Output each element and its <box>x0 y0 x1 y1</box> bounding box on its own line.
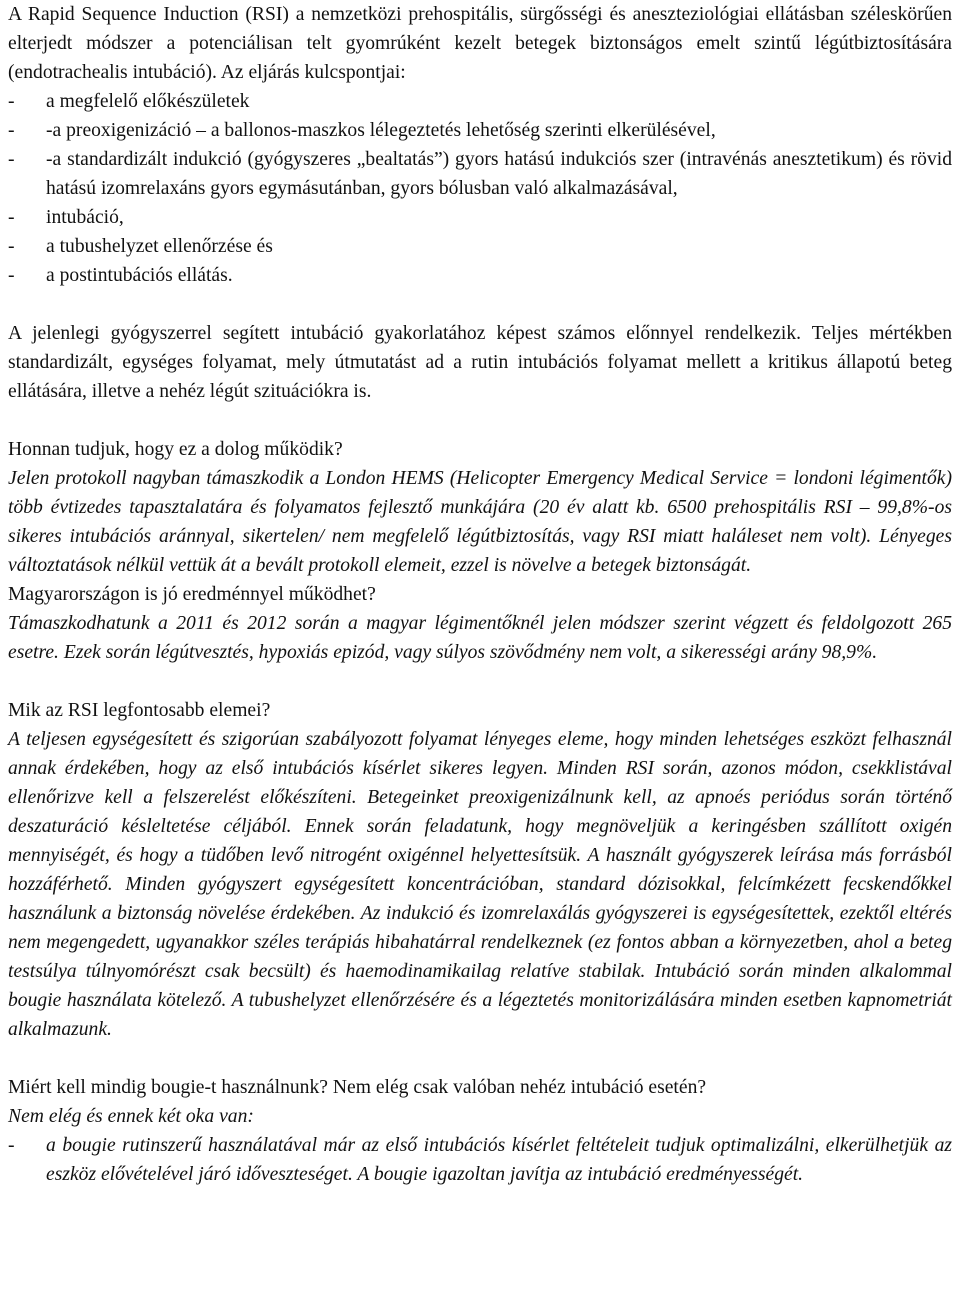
question-how: Honnan tudjuk, hogy ez a dolog működik? <box>8 439 343 460</box>
key-points-list <box>8 87 952 290</box>
bougie-reasons-list <box>8 1131 952 1189</box>
list-item: - intubáció, <box>8 207 124 228</box>
list-item: - -a preoxigenizáció – a ballonos-maszkos lélegeztetés lehetőség szerinti elkerülésével, <box>8 120 716 141</box>
list-item: - a megfelelő előkészületek <box>8 91 250 112</box>
answer-hungary: Támaszkodhatunk a 2011 és 2012 során a magyar légimentőknél jelen módszer szerint végzett és feldolgozott 265 esetre. Ezek során légútvesztés, hypoxiás epizód, vagy súlyos szövődmény nem volt, a sikerességi arány 98,9%. <box>8 613 952 663</box>
answer-elements: A teljesen egységesített és szigorúan szabályozott folyamat lényeges eleme, hogy minden lehetséges eszközt felhasznál annak érdekében, hogy az első intubációs kísérlet sikeres legyen. Minden RSI során, azonos módon, csekklistával ellenőrizve kell a felszerelést előkészíteni. Betegeinket preoxigenizálnunk kell, az apnoés periódus során történő deszaturáció késleltetése céljából. Ennek során feladatunk, hogy megnöveljük a keringésben szállított oxigén mennyiségét, és hogy a tüdőben levő nitrogént oxigénnel helyettesítsük. A használt gyógyszerek leírása más forrásból hozzáférhető. Minden gyógyszert egységesített koncentrációban, standard dózisokkal, felcímkézett fecskendőkkel használunk a biztonság növelése érdekében. Az indukció és izomrelaxálás gyógyszerei is egységesítettek, ezektől eltérés nem megengedett, ugyanakkor széles terápiás hibahatárral rendelkeznek (ez fontos abban a környezetben, ahol a beteg testsúlya túlnyomórészt csak becsült) és haemodinamikailag relatíve stabilak. Intubáció során minden alkalommal bougie használata kötelező. A tubushelyzet ellenőrzésére és a légeztetés monitorizálására minden esetben kapnometriát alkalmazunk. <box>8 729 952 1040</box>
question-bougie: Miért kell mindig bougie-t használnunk? Nem elég csak valóban nehéz intubáció esetén? <box>8 1077 707 1098</box>
list-item: - a tubushelyzet ellenőrzése és <box>8 236 273 257</box>
list-item: - a bougie rutinszerű használatával már az első intubációs kísérlet feltételeit tudjuk optimalizálni, elkerülhetjük az eszköz elővételével járó időveszteséget. A bougie igazoltan javítja az intubáció eredményességét. <box>8 1135 952 1185</box>
question-hungary: Magyarországon is jó eredménnyel működhet? <box>8 584 376 605</box>
intro-paragraph: A Rapid Sequence Induction (RSI) a nemzetközi prehospitális, sürgősségi és aneszteziológiai ellátásban széleskörűen elterjedt módszer a potenciálisan telt gyomrúként kezelt betegek biztonságos emelt szintű légútbiztosítására (endotrachealis intubáció). Az eljárás kulcspontjai: <box>8 4 952 83</box>
advantage-paragraph: A jelenlegi gyógyszerrel segített intubáció gyakorlatához képest számos előnnyel rendelkezik. Teljes mértékben standardizált, egységes folyamat, mely útmutatást ad a rutin intubációs folyamat mellett a kritikus állapotú beteg ellátására, illetve a nehéz légút szituációkra is. <box>8 323 952 402</box>
answer-bougie-intro: Nem elég és ennek két oka van: <box>8 1106 254 1127</box>
answer-how: Jelen protokoll nagyban támaszkodik a London HEMS (Helicopter Emergency Medical Service = londoni légimentők) több évtizedes tapasztalatára és folyamatos fejlesztő munkájára (20 év alatt kb. 6500 prehospitális RSI – 99,8%-os sikeres intubációs aránnyal, sikertelen/ nem megfelelő légútbiztosítás, vagy RSI miatt haláleset nem volt). Lényeges változtatások nélkül vettük át a bevált protokoll elemeit, ezzel is növelve a betegek biztonságát. <box>8 468 952 576</box>
list-item: - -a standardizált indukció (gyógyszeres „bealtatás”) gyors hatású indukciós szer (intravénás anesztetikum) és rövid hatású izomrelaxáns gyors egymásutánban, gyors bólusban való alkalmazásával, <box>8 149 952 199</box>
list-item: - a postintubációs ellátás. <box>8 265 233 286</box>
question-elements: Mik az RSI legfontosabb elemei? <box>8 700 271 721</box>
